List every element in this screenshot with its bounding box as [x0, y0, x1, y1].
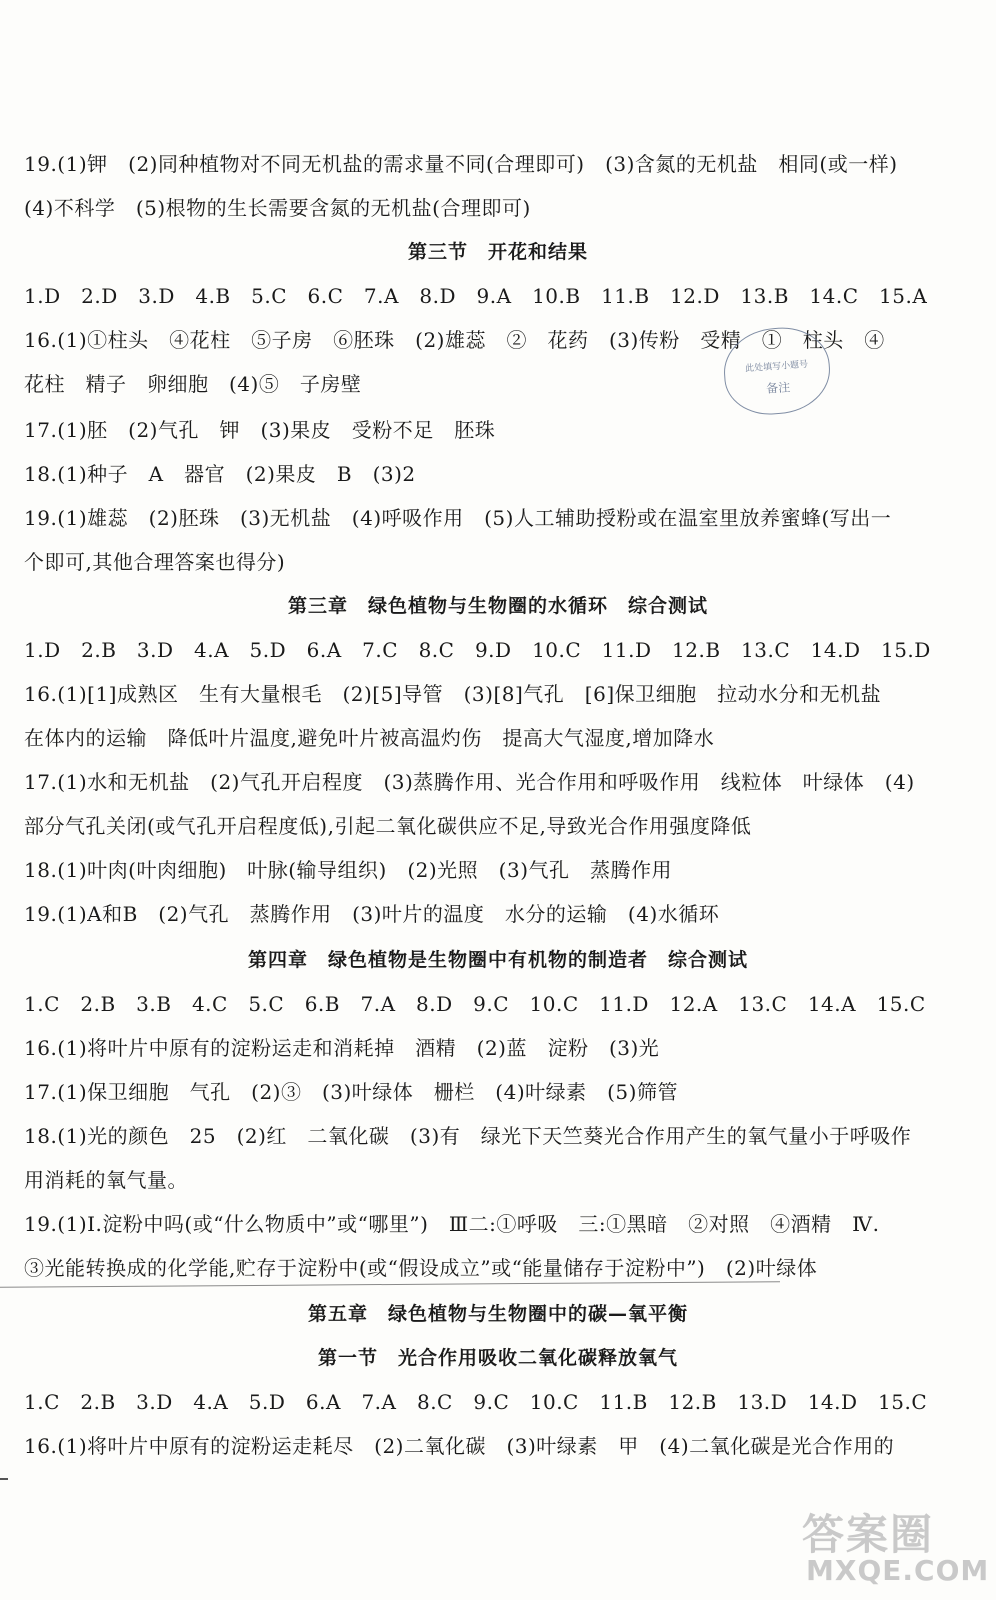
answer-line: 在体内的运输 降低叶片温度,避免叶片被高温灼伤 提高大气湿度,增加降水: [24, 726, 715, 750]
answer-line: (4)不科学 (5)根物的生长需要含氮的无机盐(合理即可): [24, 196, 531, 220]
answer-line: 18.(1)种子 A 器官 (2)果皮 B (3)2: [24, 462, 416, 486]
answer-line: ③光能转换成的化学能,贮存于淀粉中(或“假设成立”或“能量储存于淀粉中”) (2)叶绿体: [24, 1256, 818, 1280]
answer-line: 1.D 2.B 3.D 4.A 5.D 6.A 7.C 8.C 9.D 10.C 11.D 12.B 13.C 14.D 15.D: [24, 638, 931, 662]
section-heading: 第一节 光合作用吸收二氧化碳释放氧气: [317, 1347, 678, 1369]
watermark-logo-text: 答案圈: [802, 1510, 935, 1559]
answer-line: 16.(1)将叶片中原有的淀粉运走和消耗掉 酒精 (2)蓝 淀粉 (3)光: [24, 1036, 660, 1060]
stamp-text: 备注: [765, 380, 791, 396]
watermark-url: MXQE.COM: [806, 1554, 990, 1587]
answer-line: 部分气孔关闭(或气孔开启程度低),引起二氧化碳供应不足,导致光合作用强度降低: [24, 814, 752, 838]
chapter-heading: 第五章 绿色植物与生物圈中的碳—氧平衡: [307, 1303, 688, 1325]
answer-line: 17.(1)胚 (2)气孔 钾 (3)果皮 受粉不足 胚珠: [24, 418, 496, 442]
answer-line: 17.(1)保卫细胞 气孔 (2)③ (3)叶绿体 栅栏 (4)叶绿素 (5)筛管: [24, 1080, 678, 1104]
answer-line: 19.(1)Ⅰ.淀粉中吗(或“什么物质中”或“哪里”) Ⅲ二:①呼吸 三:①黑暗 ②对照 ④酒精 Ⅳ.: [24, 1212, 880, 1236]
answer-line: 18.(1)叶肉(叶肉细胞) 叶脉(输导组织) (2)光照 (3)气孔 蒸腾作用: [24, 858, 673, 882]
answer-line: 19.(1)A和B (2)气孔 蒸腾作用 (3)叶片的温度 水分的运输 (4)水循环: [24, 902, 720, 926]
answer-line: 1.C 2.B 3.D 4.A 5.D 6.A 7.A 8.C 9.C 10.C 11.B 12.B 13.D 14.D 15.C: [24, 1390, 928, 1414]
section-heading: 第三节 开花和结果: [407, 241, 588, 263]
stamp-text: 此处填写小题号: [744, 359, 809, 375]
chapter-heading: 第四章 绿色植物是生物圈中有机物的制造者 综合测试: [247, 949, 748, 971]
answer-line: 19.(1)雄蕊 (2)胚珠 (3)无机盐 (4)呼吸作用 (5)人工辅助授粉或在温室里放养蜜蜂(写出一: [24, 506, 892, 530]
answer-line: 18.(1)光的颜色 25 (2)红 二氧化碳 (3)有 绿光下天竺葵光合作用产生的氧气量小于呼吸作: [24, 1124, 912, 1148]
answer-line: 16.(1)将叶片中原有的淀粉运走耗尽 (2)二氧化碳 (3)叶绿素 甲 (4)二氧化碳是光合作用的: [24, 1434, 895, 1458]
answer-line: 用消耗的氧气量。: [24, 1168, 188, 1192]
answer-line: 1.C 2.B 3.B 4.C 5.C 6.B 7.A 8.D 9.C 10.C 11.D 12.A 13.C 14.A 15.C: [24, 992, 926, 1016]
answer-line: 个即可,其他合理答案也得分): [24, 550, 286, 574]
site-watermark: [792, 1502, 992, 1598]
answer-line: 16.(1)①柱头 ④花柱 ⑤子房 ⑥胚珠 (2)雄蕊 ② 花药 (3)传粉 受精 ① 柱头 ④: [24, 328, 885, 352]
answer-line: 19.(1)钾 (2)同种植物对不同无机盐的需求量不同(合理即可) (3)含氮的无机盐 相同(或一样): [24, 152, 898, 176]
answer-line: 花柱 精子 卵细胞 (4)⑤ 子房壁: [24, 372, 362, 396]
answer-line: 17.(1)水和无机盐 (2)气孔开启程度 (3)蒸腾作用、光合作用和呼吸作用 线粒体 叶绿体 (4): [24, 770, 915, 794]
chapter-heading: 第三章 绿色植物与生物圈的水循环 综合测试: [287, 595, 708, 617]
answer-line: 1.D 2.D 3.D 4.B 5.C 6.C 7.A 8.D 9.A 10.B 11.B 12.D 13.B 14.C 15.A: [24, 284, 928, 308]
scan-rule-line: [0, 1281, 780, 1287]
answer-line: 16.(1)[1]成熟区 生有大量根毛 (2)[5]导管 (3)[8]气孔 [6]保卫细胞 拉动水分和无机盐: [24, 682, 882, 706]
margin-mark: [0, 1478, 8, 1480]
